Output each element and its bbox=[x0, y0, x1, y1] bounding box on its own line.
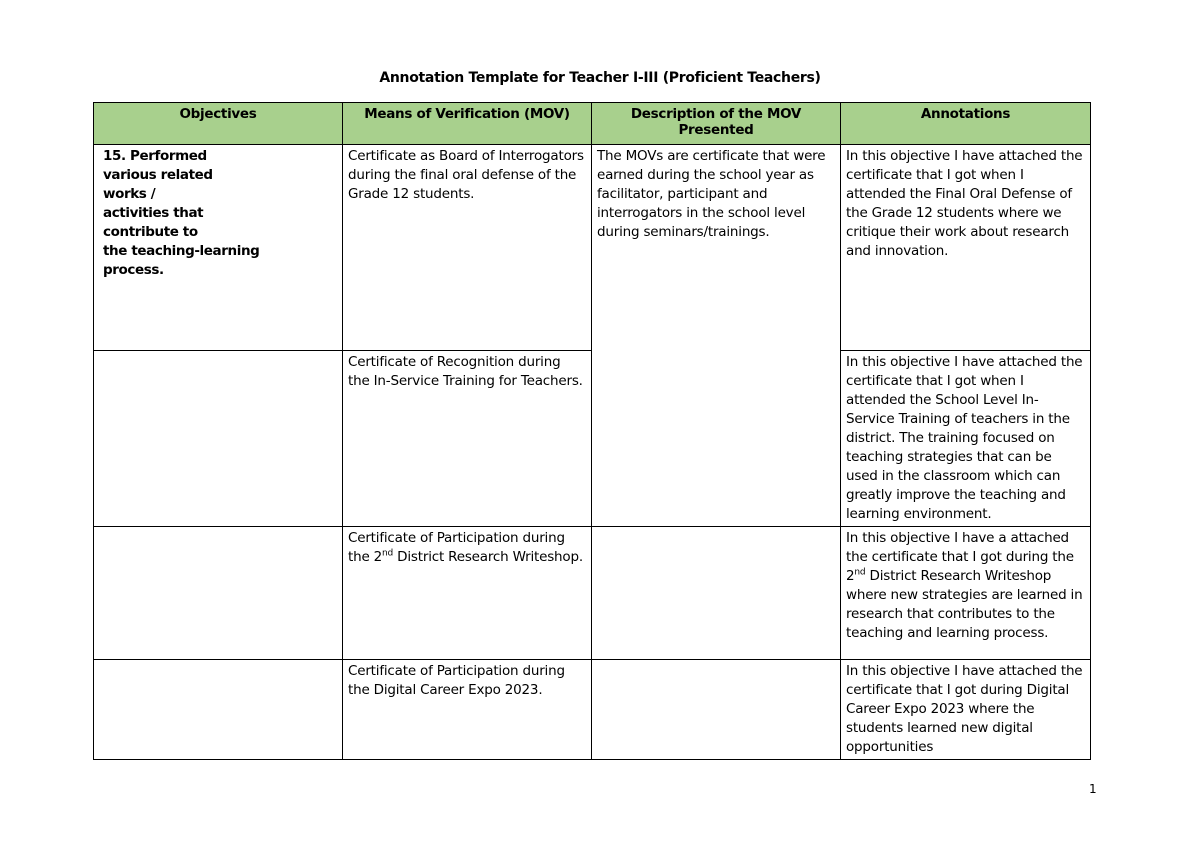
mov-cell: Certificate of Participation during the Digital Career Expo 2023. bbox=[343, 660, 592, 760]
objective-line: process. bbox=[103, 262, 164, 278]
mov-cell: Certificate of Recognition during the In-Service Training for Teachers. bbox=[343, 351, 592, 527]
annotation-cell: In this objective I have a attached the certificate that I got during the 2nd District Research Writeshop where new strategies are learned in research that contributes to the teaching and learning process. bbox=[841, 527, 1091, 660]
table-row bbox=[94, 660, 1091, 760]
document-title: Annotation Template for Teacher I-III (Proficient Teachers) bbox=[379, 70, 821, 86]
header-annotations: Annotations bbox=[841, 103, 1091, 145]
description-cell-empty bbox=[592, 660, 841, 760]
mov-cell: Certificate as Board of Interrogators during the final oral defense of the Grade 12 students. bbox=[343, 145, 592, 351]
mov-cell: Certificate of Participation during the 2nd District Research Writeshop. bbox=[343, 527, 592, 660]
objective-line: various related bbox=[103, 167, 213, 183]
header-description: Description of the MOV Presented bbox=[592, 103, 841, 145]
description-cell-empty bbox=[592, 527, 841, 660]
objective-cell-empty bbox=[94, 660, 343, 760]
page-number: 1 bbox=[1089, 782, 1097, 796]
annotation-cell: In this objective I have attached the certificate that I got when I attended the Final Oral Defense of the Grade 12 students where we critique their work about research and innovation. bbox=[841, 145, 1091, 351]
table-row bbox=[94, 527, 1091, 660]
objective-cell bbox=[94, 145, 343, 351]
objective-line: activities that bbox=[103, 205, 204, 221]
header-row bbox=[94, 103, 1091, 145]
header-mov: Means of Verification (MOV) bbox=[343, 103, 592, 145]
description-cell: The MOVs are certificate that were earned during the school year as facilitator, participant and interrogators in the school level during seminars/trainings. bbox=[592, 145, 841, 527]
objective-line: the teaching-learning bbox=[103, 243, 260, 259]
objective-cell-empty bbox=[94, 351, 343, 527]
header-objectives: Objectives bbox=[94, 103, 343, 145]
table-row bbox=[94, 145, 1091, 351]
annotation-cell: In this objective I have attached the certificate that I got during Digital Career Expo 2023 where the students learned new digital opportunities bbox=[841, 660, 1091, 760]
annotation-table bbox=[93, 102, 1091, 760]
annotation-cell: In this objective I have attached the certificate that I got when I attended the School Level In-Service Training of teachers in the district. The training focused on teaching strategies that can be used in the classroom which can greatly improve the teaching and learning environment. bbox=[841, 351, 1091, 527]
objective-cell-empty bbox=[94, 527, 343, 660]
objective-line: contribute to bbox=[103, 224, 198, 240]
objective-line: works / bbox=[103, 186, 156, 202]
objective-line: 15. Performed bbox=[103, 148, 207, 164]
